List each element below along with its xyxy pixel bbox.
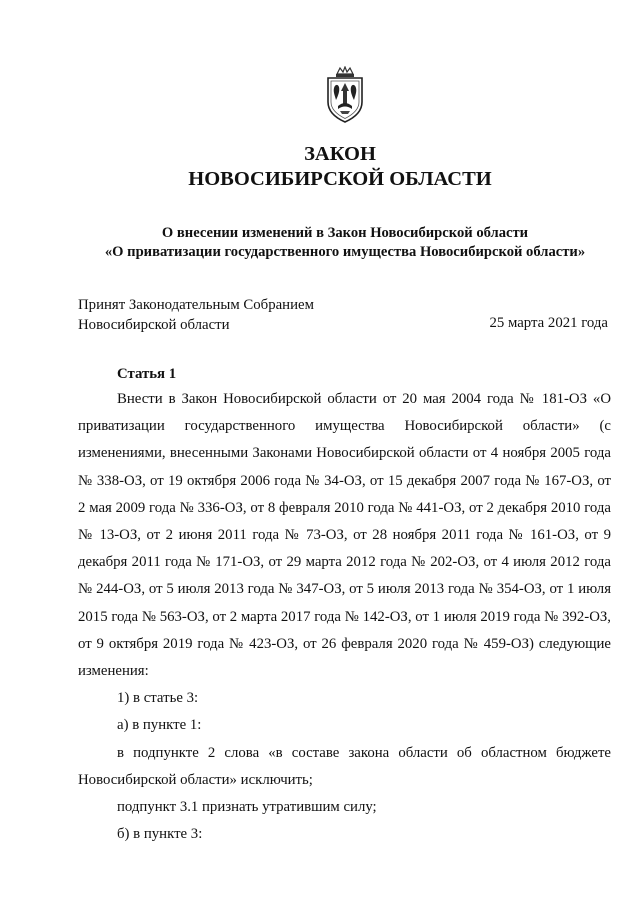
- article-heading: Статья 1: [117, 366, 177, 382]
- paragraph: а) в пункте 1:: [117, 717, 202, 734]
- article-body: [78, 386, 611, 848]
- paragraph: б) в пункте 3:: [117, 826, 203, 843]
- document-subtitle-line1: О внесении изменений в Закон Новосибирской области: [161, 225, 529, 241]
- document-subtitle-line2: «О приватизации государственного имущества Новосибирской области»: [104, 244, 586, 260]
- document-title-region: НОВОСИБИРСКОЙ ОБЛАСТИ: [188, 168, 492, 190]
- adoption-line2: Новосибирской области: [78, 317, 230, 333]
- paragraph: в подпункте 2 слова «в составе закона области об областном бюджете Новосибирской области» исключить;: [78, 744, 611, 788]
- adoption-line1: Принят Законодательным Собранием: [78, 297, 314, 313]
- paragraph: Внести в Закон Новосибирской области от 20 мая 2004 года № 181-ОЗ «О приватизации государственного имущества Новосибирской области» (с изменениями, внесенными Законами Новосибирской области от 4 ноября 2005 года № 338-ОЗ, от 19 октября 2006 года № 34-ОЗ, от 15 декабря 2007 года № 167-ОЗ, от 2 мая 2009 года № 336-ОЗ, от 8 февраля 2010 года № 441-ОЗ, от 2 декабря 2010 года № 13-ОЗ, от 2 июня 2011 года № 73-ОЗ, от 28 ноября 2011 года № 161-ОЗ, от 9 декабря 2011 года № 171-ОЗ, от 29 марта 2012 года № 202-ОЗ, от 4 июля 2012 года № 244-ОЗ, от 5 июля 2013 года № 347-ОЗ, от 5 июля 2013 года № 354-ОЗ, от 1 июля 2015 года № 563-ОЗ, от 2 марта 2017 года № 142-ОЗ, от 1 июля 2019 года № 392-ОЗ, от 9 октября 2019 года № 423-ОЗ, от 26 февраля 2020 года № 459-ОЗ) следующие изменения:: [78, 391, 611, 680]
- coat-of-arms-icon: [322, 66, 368, 124]
- document-title: ЗАКОН: [304, 143, 376, 165]
- adoption-block: [78, 295, 314, 335]
- paragraph: подпункт 3.1 признать утратившим силу;: [117, 799, 377, 816]
- adoption-date: 25 марта 2021 года: [489, 315, 608, 331]
- paragraph: 1) в статье 3:: [117, 690, 199, 707]
